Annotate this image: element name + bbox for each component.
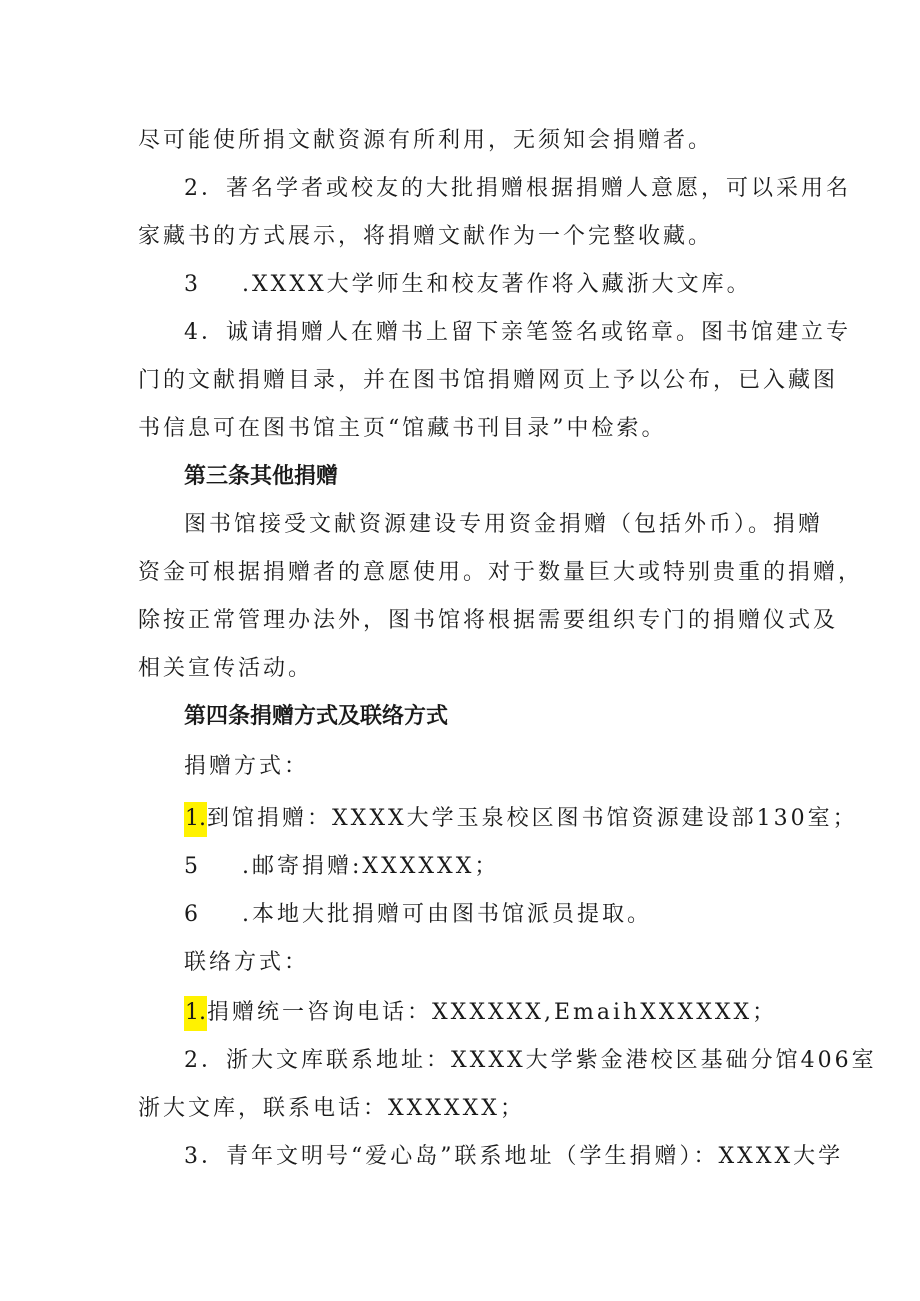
list-number: 3 — [184, 272, 198, 297]
section-heading: 第四条捐赠方式及联络方式 — [184, 704, 449, 729]
paragraph-line: 书信息可在图书馆主页“馆藏书刊目录”中检索。 — [138, 416, 667, 441]
paragraph-line: 联络方式： — [184, 950, 310, 975]
list-number: 5 — [184, 854, 198, 879]
paragraph-line — [184, 852, 844, 882]
highlighted-number: 1. — [184, 996, 207, 1031]
paragraph-line — [184, 998, 844, 1028]
paragraph-line: 相关宣传活动。 — [138, 656, 314, 681]
list-number: 6 — [184, 902, 198, 927]
paragraph-line: 尽可能使所捐文献资源有所利用，无须知会捐赠者。 — [138, 128, 714, 153]
paragraph-line: 家藏书的方式展示，将捐赠文献作为一个完整收藏。 — [138, 224, 714, 249]
paragraph-line: 3．青年文明号“爱心岛”联系地址（学生捐赠）：XXXX大学 — [184, 1144, 844, 1169]
paragraph-line: 2．浙大文库联系地址：XXXX大学紫金港校区基础分馆406室 — [184, 1048, 877, 1073]
paragraph-line: 浙大文库，联系电话：XXXXXX； — [138, 1096, 525, 1121]
list-text: 捐赠统一咨询电话：XXXXXX,EmaihXXXXXX； — [207, 1000, 778, 1025]
list-text: .邮寄捐赠:XXXXXX； — [242, 854, 500, 879]
list-text: .本地大批捐赠可由图书馆派员提取。 — [242, 902, 652, 927]
list-text: .XXXX大学师生和校友著作将入藏浙大文库。 — [242, 272, 752, 297]
paragraph-line: 除按正常管理办法外，图书馆将根据需要组织专门的捐赠仪式及 — [138, 608, 839, 633]
paragraph-line — [184, 270, 844, 300]
paragraph-line — [184, 804, 858, 834]
paragraph-line: 资金可根据捐赠者的意愿使用。对于数量巨大或特别贵重的捐赠， — [138, 560, 864, 585]
paragraph-line: 图书馆接受文献资源建设专用资金捐赠（包括外币）。捐赠 — [184, 512, 824, 537]
paragraph-line: 捐赠方式： — [184, 754, 310, 779]
paragraph-line: 2．著名学者或校友的大批捐赠根据捐赠人意愿，可以采用名 — [184, 176, 851, 201]
highlighted-number: 1. — [184, 802, 207, 837]
list-text: 到馆捐赠：XXXX大学玉泉校区图书馆资源建设部130室； — [207, 806, 858, 831]
section-heading: 第三条其他捐赠 — [184, 464, 339, 489]
paragraph-line: 门的文献捐赠目录，并在图书馆捐赠网页上予以公布，已入藏图 — [138, 368, 839, 393]
paragraph-line — [184, 900, 844, 930]
paragraph-line: 4．诚请捐赠人在赠书上留下亲笔签名或铭章。图书馆建立专 — [184, 320, 851, 345]
